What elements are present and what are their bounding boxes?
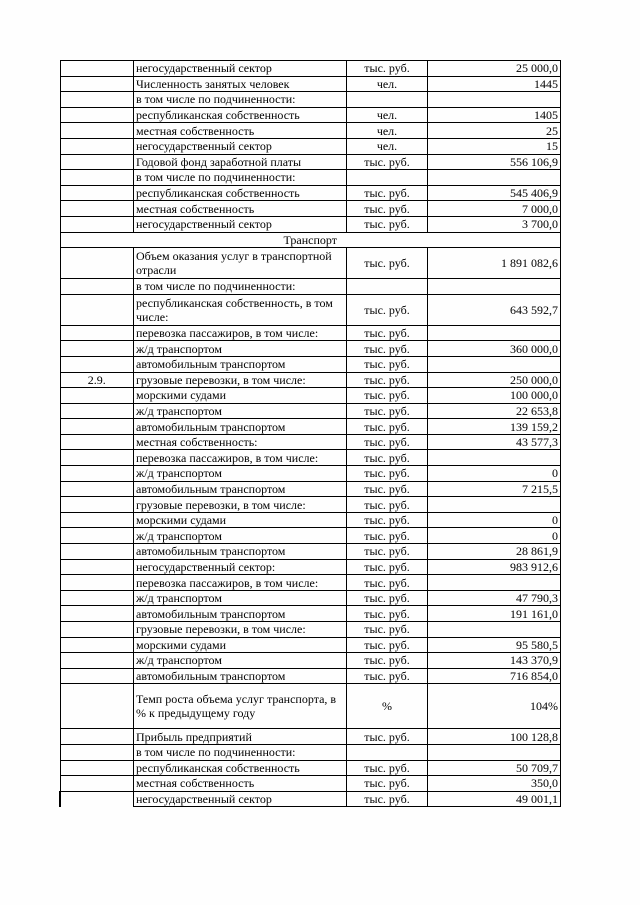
- value-cell: 139 159,2: [428, 419, 561, 435]
- table-row: [60, 559, 561, 575]
- unit-cell: тыс. руб.: [347, 403, 428, 419]
- section-header-row: [60, 232, 561, 248]
- value-cell: 49 001,1: [428, 791, 561, 807]
- row-number-cell: [60, 544, 134, 560]
- unit-cell: тыс. руб.: [347, 791, 428, 807]
- unit-cell: чел.: [347, 123, 428, 139]
- section-title: Транспорт: [60, 232, 561, 248]
- unit-cell: тыс. руб.: [347, 760, 428, 776]
- table-row: [60, 481, 561, 497]
- indicator-name: морскими судами: [134, 388, 347, 404]
- indicator-name: автомобильным транспортом: [134, 668, 347, 684]
- unit-cell: чел.: [347, 76, 428, 92]
- table-row: [60, 622, 561, 638]
- value-cell: 250 000,0: [428, 372, 561, 388]
- indicator-name: Темп роста объема услуг транспорта, в % к предыдущему году: [134, 684, 347, 729]
- table-row: [60, 388, 561, 404]
- indicator-name: республиканская собственность: [134, 107, 347, 123]
- value-cell: [428, 279, 561, 295]
- row-number-cell: [60, 388, 134, 404]
- indicator-name: в том числе по подчиненности:: [134, 744, 347, 760]
- value-cell: 191 161,0: [428, 606, 561, 622]
- value-cell: 22 653,8: [428, 403, 561, 419]
- indicator-name: местная собственность: [134, 201, 347, 217]
- table-row: [60, 668, 561, 684]
- indicator-name: Прибыль предприятий: [134, 729, 347, 745]
- unit-cell: тыс. руб.: [347, 388, 428, 404]
- value-cell: 7 215,5: [428, 481, 561, 497]
- row-number-cell: [60, 248, 134, 279]
- row-number-cell: [60, 107, 134, 123]
- indicator-name: ж/д транспортом: [134, 403, 347, 419]
- row-number-cell: [60, 403, 134, 419]
- unit-cell: тыс. руб.: [347, 356, 428, 372]
- row-number-cell: [60, 61, 134, 77]
- row-number-cell: [60, 744, 134, 760]
- value-cell: 95 580,5: [428, 637, 561, 653]
- indicator-name: перевозка пассажиров, в том числе:: [134, 325, 347, 341]
- indicator-name: Численность занятых человек: [134, 76, 347, 92]
- value-cell: [428, 450, 561, 466]
- row-number-cell: [60, 512, 134, 528]
- value-cell: 104%: [428, 684, 561, 729]
- table-row: [60, 248, 561, 279]
- indicator-name: грузовые перевозки, в том числе:: [134, 622, 347, 638]
- row-number-cell: [60, 201, 134, 217]
- table-row: [60, 606, 561, 622]
- value-cell: [428, 744, 561, 760]
- row-number-cell: 2.9.: [60, 372, 134, 388]
- unit-cell: тыс. руб.: [347, 325, 428, 341]
- indicator-name: в том числе по подчиненности:: [134, 170, 347, 186]
- unit-cell: тыс. руб.: [347, 434, 428, 450]
- value-cell: 25 000,0: [428, 61, 561, 77]
- value-cell: 1 891 082,6: [428, 248, 561, 279]
- indicator-name: республиканская собственность, в том числе:: [134, 294, 347, 325]
- value-cell: 100 128,8: [428, 729, 561, 745]
- unit-cell: [347, 170, 428, 186]
- value-cell: 716 854,0: [428, 668, 561, 684]
- indicator-name: Объем оказания услуг в транспортной отрасли: [134, 248, 347, 279]
- row-number-cell: [60, 138, 134, 154]
- unit-cell: [347, 279, 428, 295]
- unit-cell: тыс. руб.: [347, 729, 428, 745]
- row-number-cell: [60, 170, 134, 186]
- table-row: [60, 450, 561, 466]
- table-row: [60, 138, 561, 154]
- table-row: [60, 185, 561, 201]
- indicator-name: грузовые перевозки, в том числе:: [134, 497, 347, 513]
- data-table: [59, 60, 561, 807]
- row-number-cell: [60, 341, 134, 357]
- value-cell: 556 106,9: [428, 154, 561, 170]
- row-number-cell: [60, 154, 134, 170]
- value-cell: 643 592,7: [428, 294, 561, 325]
- value-cell: 43 577,3: [428, 434, 561, 450]
- unit-cell: тыс. руб.: [347, 201, 428, 217]
- indicator-name: автомобильным транспортом: [134, 544, 347, 560]
- indicator-name: ж/д транспортом: [134, 653, 347, 669]
- value-cell: 7 000,0: [428, 201, 561, 217]
- value-cell: 3 700,0: [428, 216, 561, 232]
- indicator-name: ж/д транспортом: [134, 528, 347, 544]
- row-number-cell: [60, 325, 134, 341]
- indicator-name: негосударственный сектор: [134, 791, 347, 807]
- row-number-cell: [60, 684, 134, 729]
- unit-cell: тыс. руб.: [347, 216, 428, 232]
- unit-cell: [347, 92, 428, 108]
- row-number-cell: [60, 92, 134, 108]
- unit-cell: тыс. руб.: [347, 653, 428, 669]
- row-number-cell: [60, 434, 134, 450]
- indicator-name: автомобильным транспортом: [134, 419, 347, 435]
- row-number-cell: [60, 760, 134, 776]
- table-row: [60, 419, 561, 435]
- row-number-cell: [60, 559, 134, 575]
- table-row: [60, 341, 561, 357]
- unit-cell: тыс. руб.: [347, 497, 428, 513]
- row-number-cell: [60, 356, 134, 372]
- value-cell: 983 912,6: [428, 559, 561, 575]
- table-row: [60, 729, 561, 745]
- row-number-cell: [60, 637, 134, 653]
- indicator-name: в том числе по подчиненности:: [134, 92, 347, 108]
- row-number-cell: [60, 590, 134, 606]
- indicator-name: местная собственность:: [134, 434, 347, 450]
- value-cell: 100 000,0: [428, 388, 561, 404]
- table-row: [60, 76, 561, 92]
- table-row: [60, 403, 561, 419]
- indicator-name: грузовые перевозки, в том числе:: [134, 372, 347, 388]
- value-cell: [428, 92, 561, 108]
- table-row: [60, 544, 561, 560]
- row-number-cell: [60, 76, 134, 92]
- table-row: [60, 590, 561, 606]
- row-number-cell: [60, 606, 134, 622]
- table-row: [60, 760, 561, 776]
- value-cell: 143 370,9: [428, 653, 561, 669]
- table-row: [60, 512, 561, 528]
- indicator-name: Годовой фонд заработной платы: [134, 154, 347, 170]
- row-number-cell: [60, 528, 134, 544]
- unit-cell: тыс. руб.: [347, 450, 428, 466]
- unit-cell: тыс. руб.: [347, 419, 428, 435]
- table-row: [60, 356, 561, 372]
- unit-cell: тыс. руб.: [347, 466, 428, 482]
- unit-cell: тыс. руб.: [347, 606, 428, 622]
- unit-cell: тыс. руб.: [347, 668, 428, 684]
- table-row: [60, 528, 561, 544]
- value-cell: 350,0: [428, 776, 561, 792]
- indicator-name: негосударственный сектор: [134, 138, 347, 154]
- value-cell: 1405: [428, 107, 561, 123]
- value-cell: 28 861,9: [428, 544, 561, 560]
- table-row: [60, 107, 561, 123]
- table-row: [60, 637, 561, 653]
- table-row: [60, 216, 561, 232]
- value-cell: 50 709,7: [428, 760, 561, 776]
- indicator-name: автомобильным транспортом: [134, 481, 347, 497]
- unit-cell: чел.: [347, 107, 428, 123]
- indicator-name: ж/д транспортом: [134, 590, 347, 606]
- indicator-name: местная собственность: [134, 776, 347, 792]
- unit-cell: тыс. руб.: [347, 481, 428, 497]
- table-row: [60, 791, 561, 807]
- row-number-cell: [60, 776, 134, 792]
- row-number-cell: [60, 575, 134, 591]
- value-cell: 47 790,3: [428, 590, 561, 606]
- unit-cell: тыс. руб.: [347, 248, 428, 279]
- unit-cell: чел.: [347, 138, 428, 154]
- indicator-name: ж/д транспортом: [134, 466, 347, 482]
- indicator-name: перевозка пассажиров, в том числе:: [134, 575, 347, 591]
- indicator-name: перевозка пассажиров, в том числе:: [134, 450, 347, 466]
- unit-cell: тыс. руб.: [347, 559, 428, 575]
- table-row: [60, 201, 561, 217]
- indicator-name: местная собственность: [134, 123, 347, 139]
- unit-cell: тыс. руб.: [347, 637, 428, 653]
- unit-cell: тыс. руб.: [347, 544, 428, 560]
- table-row: [60, 92, 561, 108]
- table-row: [60, 170, 561, 186]
- table-row: [60, 434, 561, 450]
- value-cell: 1445: [428, 76, 561, 92]
- value-cell: [428, 325, 561, 341]
- unit-cell: тыс. руб.: [347, 185, 428, 201]
- row-number-cell: [60, 123, 134, 139]
- row-number-cell: [60, 481, 134, 497]
- row-number-cell: [60, 497, 134, 513]
- unit-cell: тыс. руб.: [347, 372, 428, 388]
- indicator-name: негосударственный сектор: [134, 216, 347, 232]
- indicator-name: ж/д транспортом: [134, 341, 347, 357]
- table-row: [60, 123, 561, 139]
- row-number-cell: [60, 450, 134, 466]
- unit-cell: тыс. руб.: [347, 528, 428, 544]
- indicator-name: в том числе по подчиненности:: [134, 279, 347, 295]
- unit-cell: тыс. руб.: [347, 575, 428, 591]
- table-row: [60, 61, 561, 77]
- unit-cell: тыс. руб.: [347, 61, 428, 77]
- table-row: [60, 653, 561, 669]
- unit-cell: тыс. руб.: [347, 622, 428, 638]
- unit-cell: тыс. руб.: [347, 294, 428, 325]
- unit-cell: тыс. руб.: [347, 512, 428, 528]
- unit-cell: тыс. руб.: [347, 154, 428, 170]
- row-number-cell: [60, 466, 134, 482]
- table-row: [60, 372, 561, 388]
- value-cell: [428, 622, 561, 638]
- indicator-name: автомобильным транспортом: [134, 356, 347, 372]
- row-number-cell: [60, 791, 134, 807]
- indicator-name: республиканская собственность: [134, 760, 347, 776]
- unit-cell: тыс. руб.: [347, 341, 428, 357]
- row-number-cell: [60, 653, 134, 669]
- value-cell: [428, 575, 561, 591]
- indicator-name: автомобильным транспортом: [134, 606, 347, 622]
- table-row: [60, 744, 561, 760]
- value-cell: [428, 497, 561, 513]
- unit-cell: %: [347, 684, 428, 729]
- row-number-cell: [60, 419, 134, 435]
- table-row: [60, 575, 561, 591]
- value-cell: 545 406,9: [428, 185, 561, 201]
- value-cell: 360 000,0: [428, 341, 561, 357]
- unit-cell: [347, 744, 428, 760]
- value-cell: 15: [428, 138, 561, 154]
- value-cell: [428, 170, 561, 186]
- table-row: [60, 776, 561, 792]
- value-cell: 0: [428, 528, 561, 544]
- unit-cell: тыс. руб.: [347, 590, 428, 606]
- table-row: [60, 325, 561, 341]
- table-row: [60, 497, 561, 513]
- row-number-cell: [60, 216, 134, 232]
- row-number-cell: [60, 622, 134, 638]
- row-number-cell: [60, 729, 134, 745]
- value-cell: 0: [428, 466, 561, 482]
- value-cell: 0: [428, 512, 561, 528]
- table-row: [60, 294, 561, 325]
- value-cell: 25: [428, 123, 561, 139]
- table-row: [60, 684, 561, 729]
- row-number-cell: [60, 668, 134, 684]
- indicator-name: морскими судами: [134, 637, 347, 653]
- table-row: [60, 279, 561, 295]
- table-row: [60, 466, 561, 482]
- indicator-name: негосударственный сектор:: [134, 559, 347, 575]
- row-number-cell: [60, 185, 134, 201]
- indicator-name: негосударственный сектор: [134, 61, 347, 77]
- row-number-cell: [60, 279, 134, 295]
- value-cell: [428, 356, 561, 372]
- table-row: [60, 154, 561, 170]
- indicator-name: республиканская собственность: [134, 185, 347, 201]
- row-number-cell: [60, 294, 134, 325]
- unit-cell: тыс. руб.: [347, 776, 428, 792]
- indicator-name: морскими судами: [134, 512, 347, 528]
